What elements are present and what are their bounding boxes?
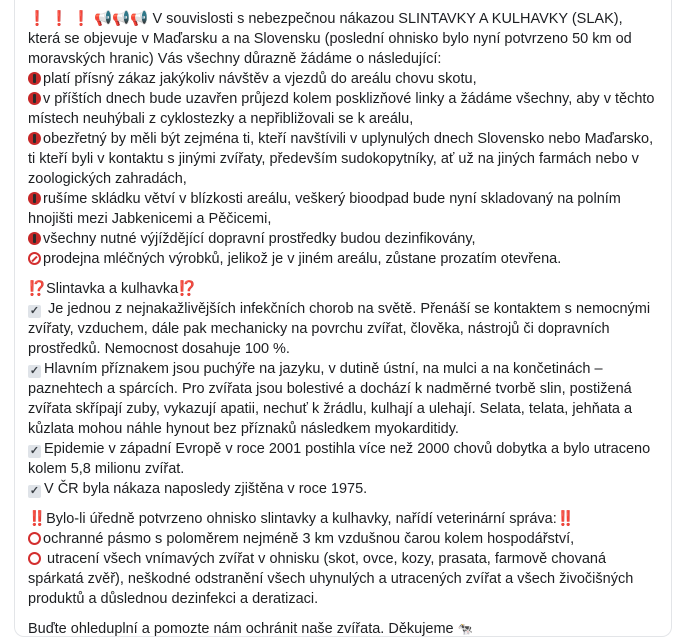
fact-item: ✓ Hlavním příznakem jsou puchýře na jazyku, v dutině ústní, na mulci a na končetinách – paznehtech a spárcích. Pro zvířata jsou bolestivé a dochází k nadměrné tvorbě slin, postižená zvířata skřípají zuby, vykazují apatii, nechuť k žrádlu, kulhají a ulehají. Selata, telata, jehňata a kůzlata mohou náhle hynout bez příznaků následkem myokarditidy. — [28, 361, 633, 437]
check-icon: ✓ — [29, 445, 40, 457]
measure-item: ochranné pásmo s poloměrem nejméně 3 km vzdušnou čarou kolem hospodářství, — [28, 529, 656, 549]
rule-item: platí přísný zákaz jakýkoliv návštěv a vjezdů do areálu chovu skotu, — [28, 69, 656, 89]
rule-item: v příštích dnech bude uzavřen průjezd kolem posklizňové linky a žádáme všechny, aby v těchto místech neuhýbali z cyklostezky a nepřibližovali se k areálu, — [28, 91, 655, 127]
double-exclamation-icon: ‼️ — [28, 511, 47, 527]
rule-item: všechny nutné výjíždějící dopravní prostředky budou dezinfikovány, — [28, 229, 656, 249]
check-icon: ✓ — [29, 365, 40, 377]
cow-icon: 🐄 — [457, 622, 473, 636]
intro-paragraph — [28, 9, 656, 69]
post-body — [28, 9, 656, 639]
double-exclamation-icon: ‼️ — [556, 511, 575, 527]
rule-item: prodejna mléčných výrobků, jelikož je v jiném areálu, zůstane prozatím otevřena. — [28, 249, 656, 269]
prohibited-icon — [28, 232, 41, 245]
no-entry-icon — [28, 252, 41, 265]
fact-item: ✓ Je jednou z nejnakažlivějších infekčních chorob na světě. Přenáší se kontaktem s nemocnými zvířaty, vzduchem, dále pak mechanicky na povrchu zvířat, člověka, nástrojů či dopravních prostředků. Nemocnost dosahuje 100 %. — [28, 301, 651, 357]
rule-item: rušíme skládku větví v blízkosti areálu, veškerý bioodpad bude nyní skladovaný na polním hnojišti mezi Jabkenicemi a Pěčicemi, — [28, 191, 621, 227]
check-icon: ✓ — [29, 305, 40, 317]
red-circle-icon — [28, 532, 41, 545]
prohibited-icon — [28, 132, 41, 145]
check-icon: ✓ — [29, 485, 40, 497]
alert-emoji-row: ❗ ❗ ❗ 📢📢📢 — [28, 11, 149, 27]
section3-heading: ‼️Bylo-li úředně potvrzeno ohnisko slintavky a kulhavky, nařídí veterinární správa:‼️ — [28, 511, 575, 527]
measure-item: utracení všech vnímavých zvířat v ohnisku (skot, ovce, kozy, prasata, farmově chovaná spárkatá zvěř), neškodné odstranění všech uhynulých a utracených zvířat a všech živočišných produktů a důslednou dezinfekci a deratizaci. — [28, 551, 634, 607]
prohibited-icon — [28, 92, 41, 105]
prohibited-icon — [28, 72, 41, 85]
exclamation-question-icon: ⁉️ — [28, 281, 47, 297]
exclamation-question-icon: ⁉️ — [178, 281, 197, 297]
rule-item: obezřetný by měli být zejména ti, kteří navštívili v uplynulých dnech Slovensko nebo Maďarsko, ti kteří byli v kontaktu s jinými zvířaty, především sudokopytníky, ať už na jiných farmách nebo v zoologických zahradách, — [28, 131, 654, 187]
prohibited-icon — [28, 192, 41, 205]
closing-line: Buďte ohleduplní a pomozte nám ochránit naše zvířata. Děkujeme 🐄 — [28, 621, 473, 637]
section2-heading: ⁉️Slintavka a kulhavka⁉️ — [28, 281, 197, 297]
intro-text: V souvislosti s nebezpečnou nákazou SLINTAVKY A KULHAVKY (SLAK), která se objevuje v Maďarsku a na Slovensku (poslední ohnisko bylo nyní potvrzeno 50 km od moravských hranic) Vás všechny důrazně žádáme o následující: — [28, 11, 632, 67]
fact-item: ✓ V ČR byla nákaza naposledy zjištěna v roce 1975. — [29, 481, 368, 497]
red-circle-icon — [28, 552, 41, 565]
fact-item: ✓ Epidemie v západní Evropě v roce 2001 postihla více než 2000 chovů dobytka a bylo utraceno kolem 5,8 milionu zvířat. — [28, 441, 651, 477]
